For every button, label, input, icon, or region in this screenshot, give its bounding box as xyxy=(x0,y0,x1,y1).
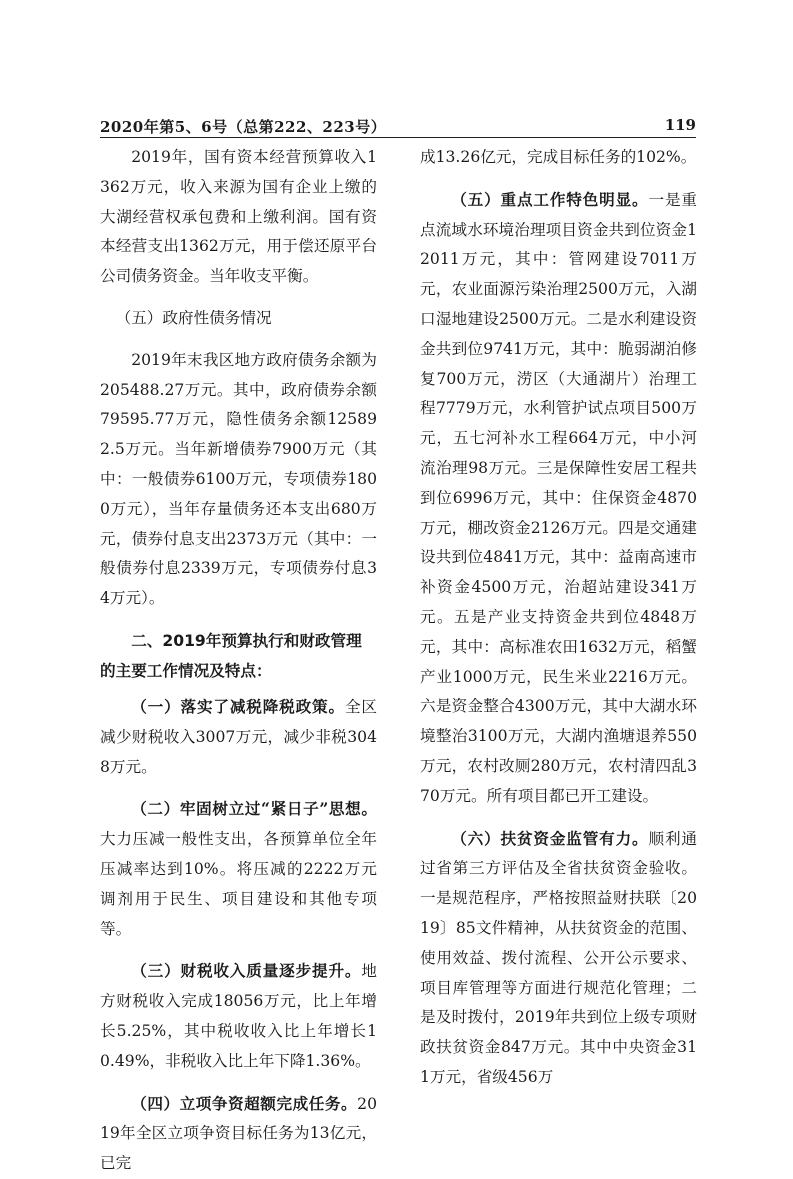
item-austerity xyxy=(100,794,377,944)
item-revenue-quality xyxy=(100,956,377,1076)
item-lead: （四）立项争资超额完成任务。 xyxy=(131,1093,358,1113)
item-poverty-funds xyxy=(420,824,697,1093)
item-text: 顺利通过省第三方评估及全省扶贫资金验收。一是规范程序，严格按照益财扶联〔2019〕85文件精神，从扶贫资金的范围、使用效益、拨付流程、公开公示要求、项目库管理等方面进行规范化管理；二是及时拨付，2019年共到位上级专项财政扶贫资金847万元。其中中央资金311万元，省级456万 xyxy=(420,829,697,1086)
section-title: 二、2019年预算执行和财政管理的主要工作情况及特点： xyxy=(100,631,362,680)
item-lead: （二）牢固树立过“紧日子”思想。 xyxy=(131,799,377,819)
item-text: 2019年全区立项争资目标任务为13亿元，已完 xyxy=(100,1094,377,1173)
item-lead: （六）扶贫资金监管有力。 xyxy=(451,828,649,848)
debt-heading: （五）政府性债务情况 xyxy=(115,308,272,327)
item-text: 地方财税收入完成18056万元，比上年增长5.25%，其中税收收入比上年增长10.49%，非税收入比上年下降1.36%。 xyxy=(100,962,377,1070)
item-lead: （三）财税收入质量逐步提升。 xyxy=(131,961,362,981)
debt-paragraph: 2019年末我区地方政府债务余额为205488.27万元。其中，政府债券余额79595.77万元，隐性债务余额125892.5万元。当年新增债券7900万元（其中：一般债券6100万元，专项债券1800万元），当年存量债务还本支出680万元，债券付息支出2373万元（其中：一般债券付息2339万元，专项债券付息34万元）。 xyxy=(100,350,377,608)
item-text: 大力压减一般性支出，各预算单位全年压减率达到10%。将压减的2222万元调剂用于民生、项目建设和其他专项等。 xyxy=(100,830,377,938)
issue-label: 2020年第5、6号（总第222、223号） xyxy=(100,118,387,136)
item-tax-cut xyxy=(100,692,377,782)
page-number: 119 xyxy=(664,116,696,134)
item-text: 一是重点流域水环境治理项目资金共到位资金12011万元，其中：管网建设7011万元，农业面源污染治理2500万元，入湖口湿地建设2500万元。二是水利建设资金共到位9741万元，其中：脆弱湖泊修复700万元，涝区（大通湖片）治理工程7779万元，水利管护试点项目500万元，五七河补水工程664万元，中小河流治理98万元。三是保障性安居工程共到位6996万元，其中：住保资金4870万元，棚改资金2126万元。四是交通建设共到位4841万元，其中：益南高速市补资金4500万元，治超站建设341万元。五是产业支持资金共到位4848万元，其中：高标准农田1632万元，稻蟹产业1000万元，民生米业2216万元。六是资金整合4300万元，其中大湖水环境整治3100万元，大湖内渔塘退养550万元，农村改厕280万元，农村清四乱370万元。所有项目都已开工建设。 xyxy=(420,190,697,805)
item-text: 全区减少财税收入3007万元，减少非税3048万元。 xyxy=(100,697,377,776)
left-column xyxy=(100,143,377,1179)
continued-paragraph: 成13.26亿元，完成目标任务的102%。 xyxy=(420,148,697,166)
item-lead: （五）重点工作特色明显。 xyxy=(451,189,649,209)
header-rule xyxy=(100,137,696,138)
right-column xyxy=(420,143,697,1093)
state-capital-paragraph: 2019年，国有资本经营预算收入1362万元，收入来源为国有企业上缴的大湖经营权承包费和上缴利润。国有资本经营支出1362万元，用于偿还原平台公司债务资金。当年收支平衡。 xyxy=(100,148,377,286)
item-project-funding xyxy=(100,1089,377,1179)
item-lead: （一）落实了减税降税政策。 xyxy=(131,696,345,716)
item-key-work xyxy=(420,185,697,812)
